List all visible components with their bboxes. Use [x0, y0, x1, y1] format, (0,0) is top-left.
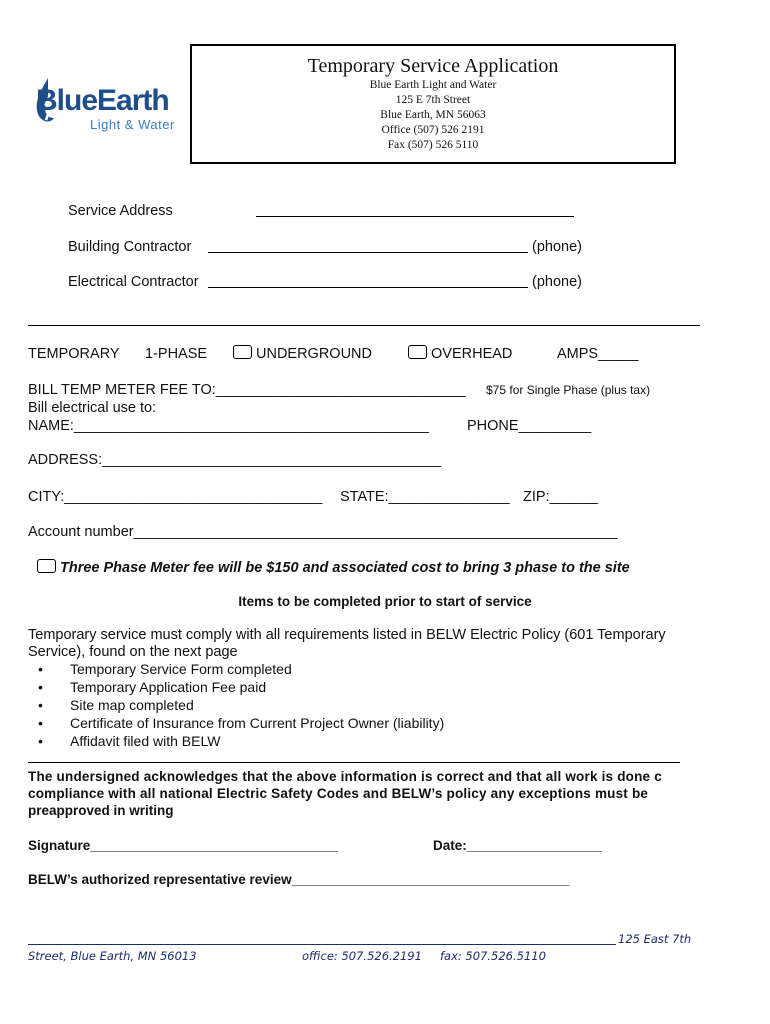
footer-street: Street, Blue Earth, MN 56013: [28, 949, 197, 963]
list-item: • Affidavit filed with BELW: [70, 732, 444, 750]
name-field[interactable]: NAME:____________________________________________: [28, 418, 429, 434]
building-contractor-field[interactable]: [208, 238, 528, 253]
electrical-contractor-label: Electrical Contractor: [68, 274, 199, 290]
list-item: • Temporary Application Fee paid: [70, 678, 444, 696]
acknowledgement-line-2: compliance with all national Electric Safety Codes and BELW’s policy any exceptions must be: [28, 786, 649, 801]
three-phase-note: Three Phase Meter fee will be $150 and associated cost to bring 3 phase to the site: [60, 560, 630, 576]
overhead-checkbox[interactable]: [408, 345, 427, 359]
three-phase-option[interactable]: [37, 559, 630, 577]
electrical-contractor-field[interactable]: [208, 273, 528, 288]
service-address-label: Service Address: [68, 203, 173, 219]
zip-field[interactable]: ZIP:______: [523, 489, 598, 505]
policy-text-line-2: Service), found on the next page: [28, 644, 238, 660]
policy-text-line-1: Temporary service must comply with all requirements listed in BELW Electric Policy (601 Temporary: [28, 627, 666, 643]
list-item: • Certificate of Insurance from Current Project Owner (liability): [70, 714, 444, 732]
acknowledgement-divider: [28, 762, 680, 763]
overhead-label: OVERHEAD: [431, 346, 513, 362]
amps-field[interactable]: AMPS_____: [557, 346, 639, 362]
footer-address-start: 125 East 7th: [618, 932, 692, 946]
underground-option[interactable]: [233, 345, 372, 363]
state-field[interactable]: STATE:_______________: [340, 489, 510, 505]
logo-wordmark: BlueEarth: [36, 84, 169, 117]
company-name: Blue Earth Light and Water: [369, 79, 497, 91]
bill-temp-field[interactable]: BILL TEMP METER FEE TO:_______________________________: [28, 382, 466, 398]
company-office-phone: Office (507) 526 2191: [381, 124, 485, 136]
service-address-field[interactable]: [256, 202, 574, 217]
footer-fax: fax: 507.526.5110: [440, 949, 546, 963]
date-field[interactable]: Date:__________________: [433, 838, 602, 853]
footer-divider: [28, 944, 616, 945]
underground-checkbox[interactable]: [233, 345, 252, 359]
building-contractor-phone-label: (phone): [532, 239, 582, 255]
company-city: Blue Earth, MN 56063: [380, 109, 486, 121]
three-phase-checkbox[interactable]: [37, 559, 56, 573]
signature-field[interactable]: Signature_________________________________: [28, 838, 339, 853]
phone-field[interactable]: PHONE_________: [467, 418, 592, 434]
logo-tagline: Light & Water: [90, 117, 175, 132]
overhead-option[interactable]: [408, 345, 512, 363]
acknowledgement-line-1: The undersigned acknowledges that the above information is correct and that all work is done c: [28, 769, 662, 784]
company-street: 125 E 7th Street: [395, 94, 471, 106]
phase-label: 1-PHASE: [145, 346, 208, 362]
temporary-label: TEMPORARY: [28, 346, 120, 362]
checklist: [28, 660, 444, 750]
electrical-contractor-phone-label: (phone): [532, 274, 582, 290]
building-contractor-label: Building Contractor: [68, 239, 192, 255]
page-title: Temporary Service Application: [307, 55, 559, 77]
underground-label: UNDERGROUND: [256, 346, 372, 362]
section-divider: [28, 325, 700, 326]
list-item: • Temporary Service Form completed: [70, 660, 444, 678]
footer-office: office: 507.526.2191: [302, 949, 422, 963]
fee-note: $75 for Single Phase (plus tax): [486, 383, 651, 397]
address-field[interactable]: ADDRESS:__________________________________________: [28, 452, 441, 468]
list-item: • Site map completed: [70, 696, 444, 714]
company-fax: Fax (507) 526 5110: [387, 139, 479, 151]
city-field[interactable]: CITY:________________________________: [28, 489, 323, 505]
header-box: [190, 44, 676, 164]
items-heading: Items to be completed prior to start of service: [238, 594, 532, 609]
bill-electrical-label: Bill electrical use to:: [28, 400, 157, 416]
account-number-field[interactable]: Account number____________________________________________________________: [28, 524, 618, 540]
acknowledgement-line-3: preapproved in writing: [28, 803, 174, 818]
representative-review-field[interactable]: BELW’s authorized representative review_____________________________________: [28, 872, 570, 887]
